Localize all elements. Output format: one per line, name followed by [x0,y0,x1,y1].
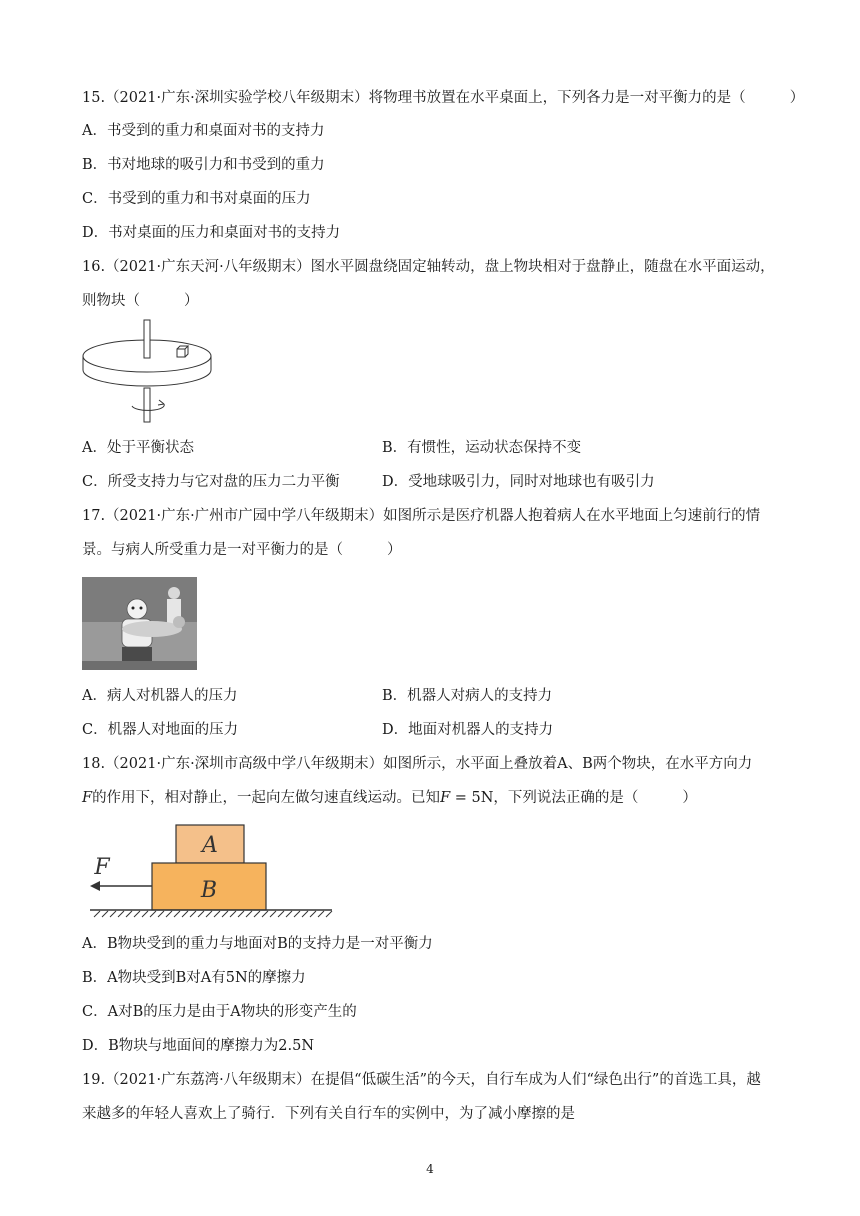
q16-stem-line2: 则物块（ ） [82,293,199,309]
q17-option-c: C．机器人对地面的压力 [82,722,239,738]
q19-stem-line2: 来越多的年轻人喜欢上了骑行．下列有关自行车的实例中，为了减小摩擦的是 [82,1106,575,1122]
robot-carrying-patient-photo [82,577,197,670]
q18-option-a: A．B物块受到的重力与地面对B的支持力是一对平衡力 [82,936,433,952]
q17-option-b: B．机器人对病人的支持力 [382,688,553,704]
stacked-blocks-figure [86,822,336,922]
q19-stem-line1: 19.（2021·广东荔湾·八年级期末）在提倡“低碳生活”的今天，自行车成为人们“绿色出行”的首选工具，越 [82,1072,761,1088]
q18-option-c: C．A对B的压力是由于A物块的形变产生的 [82,1004,357,1020]
q17-stem-line2: 景。与病人所受重力是一对平衡力的是（ ） [82,542,402,558]
block-a-label: A [202,833,218,858]
q18-option-b: B．A物块受到B对A有5N的摩擦力 [82,970,306,986]
q16-option-c: C．所受支持力与它对盘的压力二力平衡 [82,474,340,490]
q18-stem-line1: 18.（2021·广东·深圳市高级中学八年级期末）如图所示，水平面上叠放着A、B两个物块，在水平方向力 [82,756,753,772]
page-number: 4 [426,1162,434,1176]
q18-option-d: D．B物块与地面间的摩擦力为2.5N [82,1038,315,1054]
q15-option-d: D．书对桌面的压力和桌面对书的支持力 [82,225,341,241]
q16-option-d: D．受地球吸引力，同时对地球也有吸引力 [382,474,655,490]
q15-option-b: B．书对地球的吸引力和书受到的重力 [82,157,325,173]
q17-option-a: A．病人对机器人的压力 [82,688,238,704]
q17-option-d: D．地面对机器人的支持力 [382,722,554,738]
q16-option-a: A．处于平衡状态 [82,440,194,456]
q16-option-b: B．有惯性，运动状态保持不变 [382,440,582,456]
q16-stem-line1: 16.（2021·广东天河·八年级期末）图水平圆盘绕固定轴转动，盘上物块相对于盘静止，随盘在水平面运动， [82,259,775,275]
q18-stem-line2: F的作用下，相对静止，一起向左做匀速直线运动。已知F = 5N，下列说法正确的是（ ） [82,790,697,806]
block-b-label: B [200,878,218,903]
q17-stem-line1: 17.（2021·广东·广州市广园中学八年级期末）如图所示是医疗机器人抱着病人在水平地面上匀速前行的情 [82,508,761,524]
q15-option-c: C．书受到的重力和书对桌面的压力 [82,191,311,207]
force-f-label: F [94,855,110,880]
rotating-disc-figure [80,318,220,428]
q15-stem: 15.（2021·广东·深圳实验学校八年级期末）将物理书放置在水平桌面上，下列各力是一对平衡力的是（ ） [82,90,805,106]
q15-option-a: A．书受到的重力和桌面对书的支持力 [82,123,325,139]
